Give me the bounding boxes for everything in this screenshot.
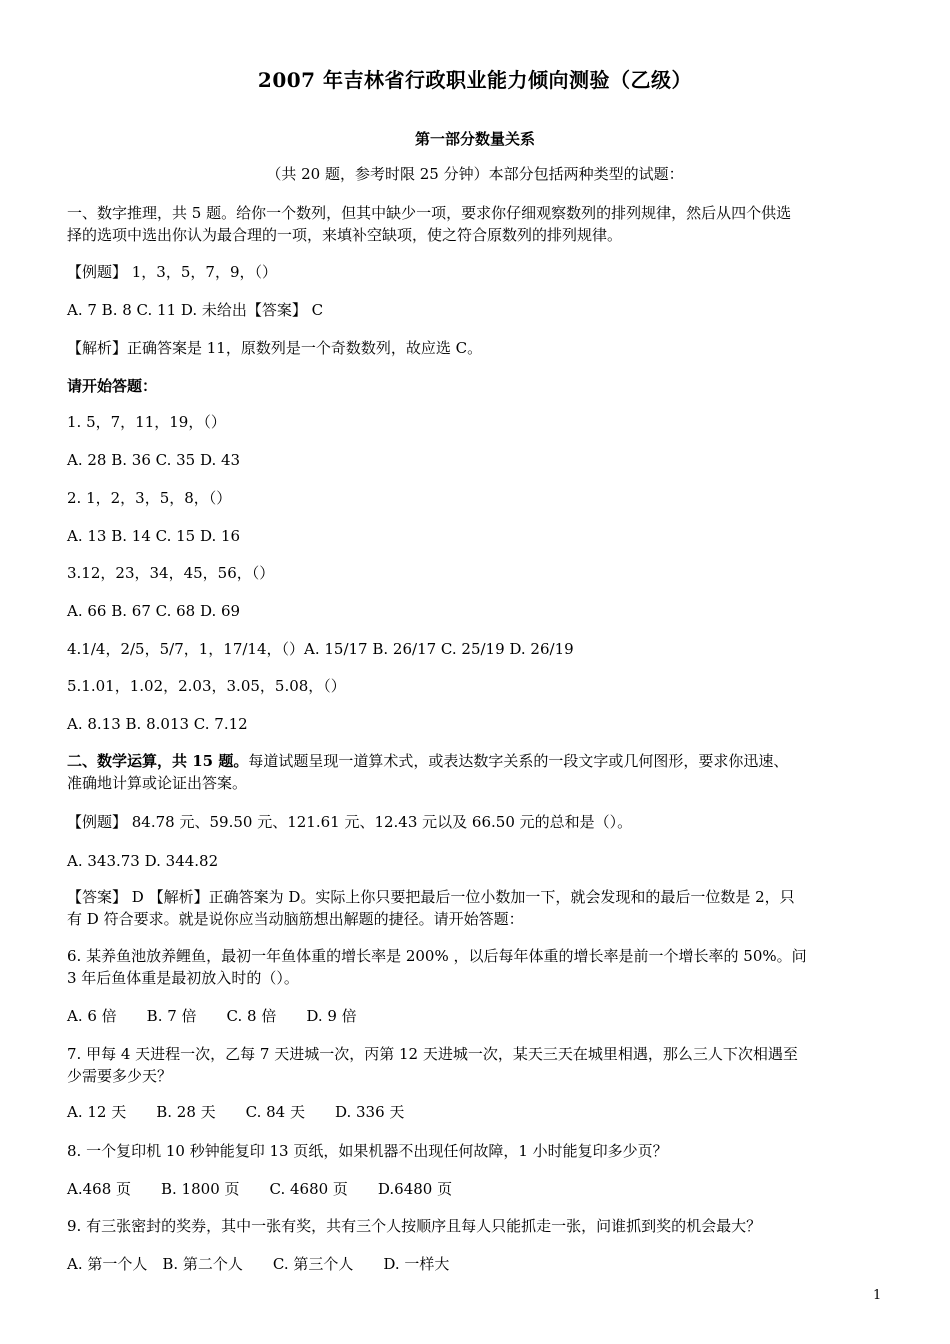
question-9-options: A. 第一个人 B. 第二个人 C. 第三个人 D. 一样大 — [67, 1255, 450, 1273]
question-3: 3.12，23，34，45，56，（） — [67, 564, 275, 582]
part2-description-line1 — [67, 750, 887, 772]
question-1: 1. 5，7，11，19，（） — [67, 413, 226, 431]
question-3-options: A. 66 B. 67 C. 68 D. 69 — [67, 602, 241, 620]
example1-options: A. 7 B. 8 C. 11 D. 未给出【答案】 C — [67, 301, 324, 319]
part2-heading: 二、数学运算，共 15 题。 — [67, 752, 249, 770]
part1-description-line2: 择的选项中选出你认为最合理的一项，来填补空缺项，使之符合原数列的排列规律。 — [67, 226, 623, 244]
question-8: 8. 一个复印机 10 秒钟能复印 13 页纸，如果机器不出现任何故障，1 小时能复印多少页？ — [67, 1142, 668, 1160]
question-6-options: A. 6 倍 B. 7 倍 C. 8 倍 D. 9 倍 — [67, 1007, 357, 1025]
part2-description-line2: 准确地计算或论证出答案。 — [67, 774, 248, 792]
question-7-options: A. 12 天 B. 28 天 C. 84 天 D. 336 天 — [67, 1103, 405, 1121]
question-2-options: A. 13 B. 14 C. 15 D. 16 — [67, 527, 241, 545]
question-4: 4.1/4，2/5，5/7，1，17/14，（）A. 15/17 B. 26/17 C. 25/19 D. 26/19 — [67, 640, 574, 658]
example1-question: 【例题】 1，3，5，7，9，（） — [67, 263, 277, 281]
example2-answer-line1: 【答案】 D 【解析】正确答案为 D。实际上你只要把最后一位小数加一下，就会发现和的最后一位数是 2，只 — [67, 888, 795, 906]
example1-explanation: 【解析】正确答案是 11，原数列是一个奇数数列，故应选 C。 — [67, 339, 483, 357]
question-5-options: A. 8.13 B. 8.013 C. 7.12 — [67, 715, 248, 733]
example2-answer-line2: 有 D 符合要求。就是说你应当动脑筋想出解题的捷径。请开始答题： — [67, 910, 524, 928]
page-title: 2007 年吉林省行政职业能力倾向测验（乙级） — [257, 68, 693, 92]
question-6-line2: 3 年后鱼体重是最初放入时的（）。 — [67, 969, 299, 987]
question-6-line1: 6. 某养鱼池放养鲤鱼，最初一年鱼体重的增长率是 200% ，以后每年体重的增长率是前一个增长率的 50%。问 — [67, 947, 807, 965]
page-number: 1 — [873, 1288, 882, 1303]
part1-description-line1: 一、数字推理，共 5 题。给你一个数列，但其中缺少一项，要求你仔细观察数列的排列规律，然后从四个供选 — [67, 204, 792, 222]
section-intro: （共 20 题，参考时限 25 分钟）本部分包括两种类型的试题： — [266, 165, 684, 183]
question-9: 9. 有三张密封的奖券，其中一张有奖，共有三个人按顺序且每人只能抓走一张，问谁抓到奖的机会最大？ — [67, 1217, 762, 1235]
question-5: 5.1.01，1.02，2.03，3.05，5.08，（） — [67, 677, 346, 695]
question-8-options: A.468 页 B. 1800 页 C. 4680 页 D.6480 页 — [67, 1180, 453, 1198]
part2-description-text: 每道试题呈现一道算术式，或表达数字关系的一段文字或几何图形，要求你迅速、 — [248, 752, 789, 770]
example2-question: 【例题】 84.78 元、59.50 元、121.61 元、12.43 元以及 66.50 元的总和是（）。 — [67, 813, 633, 831]
question-7-line2: 少需要多少天？ — [67, 1067, 173, 1085]
question-2: 2. 1，2，3，5，8，（） — [67, 489, 232, 507]
section-title: 第一部分数量关系 — [414, 130, 535, 148]
question-7-line1: 7. 甲每 4 天进程一次，乙每 7 天进城一次，丙第 12 天进城一次，某天三天在城里相遇，那么三人下次相遇至 — [67, 1045, 798, 1063]
start-prompt: 请开始答题： — [67, 377, 158, 395]
example2-options: A. 343.73 D. 344.82 — [67, 852, 219, 870]
question-1-options: A. 28 B. 36 C. 35 D. 43 — [67, 451, 241, 469]
